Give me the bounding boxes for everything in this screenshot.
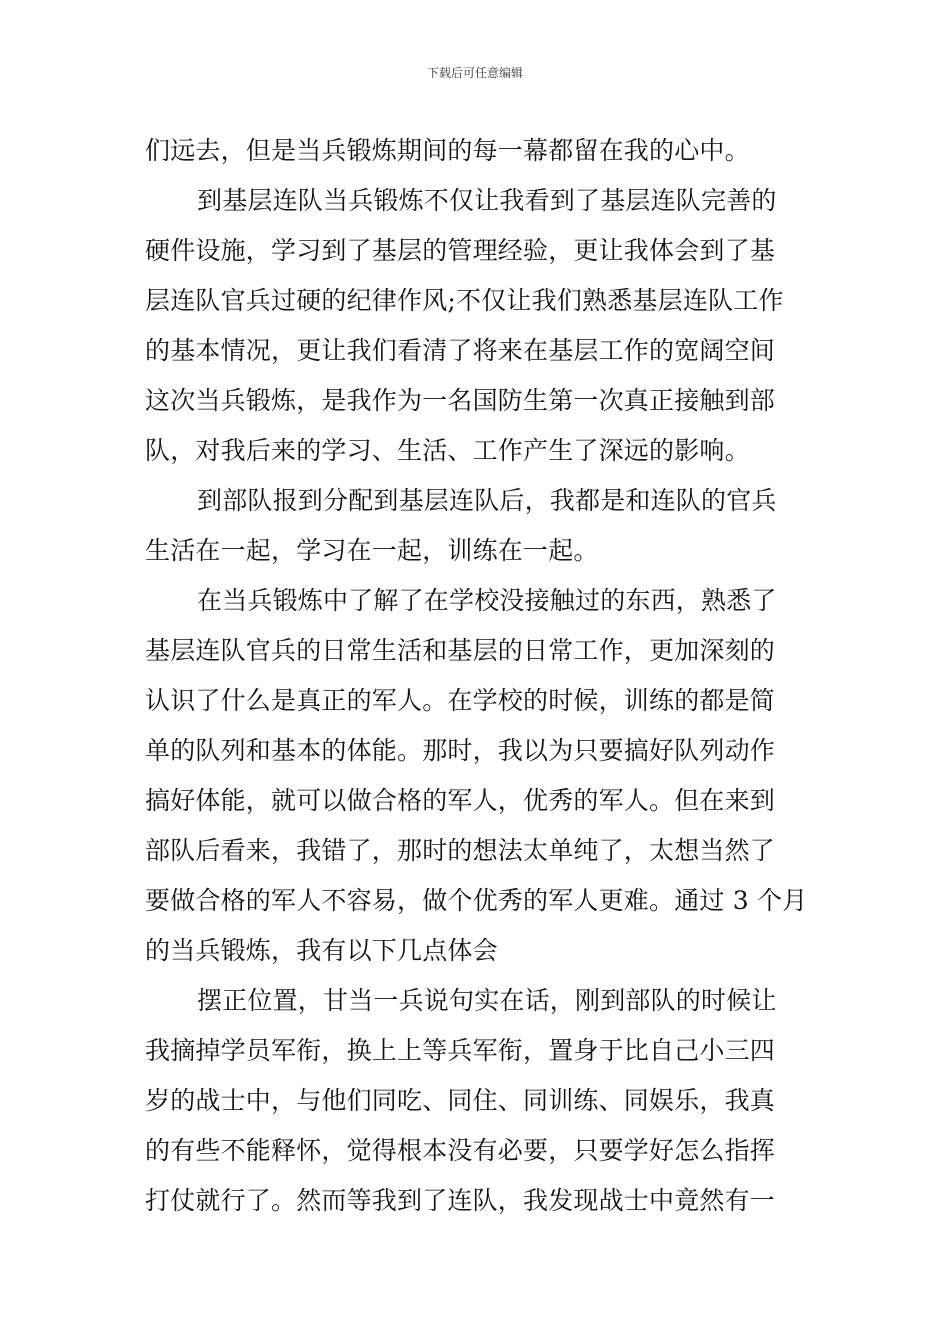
- text-line: 单的队列和基本的体能。那时，我以为只要搞好队列动作: [145, 736, 776, 765]
- page-header-note: 下载后可任意编辑: [426, 66, 523, 80]
- text-line: 的当兵锻炼，我有以下几点体会: [145, 936, 498, 965]
- text-line: 层连队官兵过硬的纪律作风;不仅让我们熟悉基层连队工作: [145, 286, 784, 315]
- text-line: 认识了什么是真正的军人。在学校的时候，训练的都是简: [145, 686, 776, 715]
- text-line: 打仗就行了。然而等我到了连队，我发现战士中竟然有一: [145, 1186, 776, 1215]
- paragraph-first-line: 到基层连队当兵锻炼不仅让我看到了基层连队完善的: [197, 186, 777, 215]
- text-line: 要做合格的军人不容易，做个优秀的军人更难。通过 3 个月: [145, 886, 808, 915]
- text-line: 这次当兵锻炼，是我作为一名国防生第一次真正接触到部: [145, 386, 776, 415]
- paragraph-first-line: 在当兵锻炼中了解了在学校没接触过的东西，熟悉了: [197, 586, 777, 615]
- text-line: 部队后看来，我错了，那时的想法太单纯了，太想当然了: [145, 836, 776, 865]
- text-line: 的有些不能释怀，觉得根本没有必要，只要学好怎么指挥: [145, 1136, 776, 1165]
- text-line: 生活在一起，学习在一起，训练在一起。: [145, 536, 599, 565]
- text-line: 队，对我后来的学习、生活、工作产生了深远的影响。: [145, 436, 750, 465]
- paragraph-first-line: 摆正位置，甘当一兵说句实在话，刚到部队的时候让: [197, 986, 777, 1015]
- text-line: 们远去，但是当兵锻炼期间的每一幕都留在我的心中。: [145, 136, 750, 165]
- text-line: 我摘掉学员军衔，换上上等兵军衔，置身于比自己小三四: [145, 1036, 776, 1065]
- document-body: [145, 126, 807, 1226]
- text-line: 的基本情况，更让我们看清了将来在基层工作的宽阔空间: [145, 336, 776, 365]
- text-line: 搞好体能，就可以做合格的军人，优秀的军人。但在来到: [145, 786, 776, 815]
- text-line: 硬件设施，学习到了基层的管理经验，更让我体会到了基: [145, 236, 776, 265]
- text-line: 岁的战士中，与他们同吃、同住、同训练、同娱乐，我真: [145, 1086, 776, 1115]
- text-line: 基层连队官兵的日常生活和基层的日常工作，更加深刻的: [145, 636, 776, 665]
- paragraph-first-line: 到部队报到分配到基层连队后，我都是和连队的官兵: [197, 486, 777, 515]
